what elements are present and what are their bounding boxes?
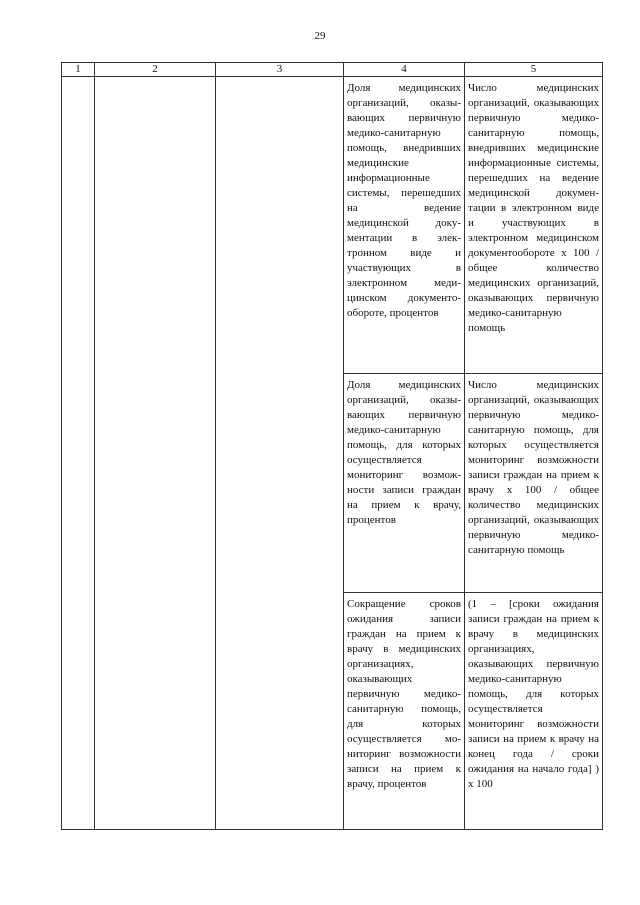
indicator-cell [344, 593, 465, 830]
column-header-4: 4 [344, 63, 465, 77]
formula-text: Число медицинских организаций, оказывающих первичную медико-санитарную помощь, для которых осуществляется мониторинг возможности записи граждан на прием к врачу x 100 / общее количество медицинских организаций, оказывающих первичную медико-санитарную помощь [468, 379, 599, 556]
indicator-text: Доля медицинских организаций, оказывающих первичную медико-санитарную помощь, внедривших медицинские информационные системы, перешедших на ведение медицинской документации в электронном виде и участвующих в электронном медицинском документообороте, процентов [347, 82, 461, 319]
table-header-row [62, 63, 603, 77]
table-row [62, 77, 603, 374]
formula-cell [465, 77, 603, 374]
indicator-text: Сокращение сроков ожидания записи граждан на прием к врачу в медицинских организациях, оказывающих первичную медико-санитарную помощь, для которых осуществляется мониторинг возможности записи на прием к врачу, процентов [347, 598, 461, 790]
column-1-cell [62, 77, 95, 830]
column-header-2: 2 [95, 63, 216, 77]
indicator-text: Доля медицинских организаций, оказывающих первичную медико-санитарную помощь, для которых осуществляется мониторинг возможности записи граждан на прием к врачу, процентов [347, 379, 461, 526]
column-2-cell [95, 77, 216, 830]
indicator-cell [344, 77, 465, 374]
indicator-cell [344, 374, 465, 593]
indicators-table [61, 62, 603, 830]
formula-cell [465, 374, 603, 593]
column-header-1: 1 [62, 63, 95, 77]
formula-text: Число медицинских организаций, оказывающих первичную медико-санитарную помощь, внедривших медицинские информационные системы, перешедших на ведение медицинской документации в электронном виде и участвующих в электронном медицинском документообороте x 100 / общее количество медицинских организаций, оказывающих первичную медико-санитарную помощь [468, 82, 599, 334]
formula-cell [465, 593, 603, 830]
column-header-3: 3 [216, 63, 344, 77]
page-number: 29 [314, 30, 326, 42]
column-header-5: 5 [465, 63, 603, 77]
formula-text: (1 – [сроки ожидания записи граждан на прием к врачу в медицинских организациях, оказывающих первичную медико-санитарную помощь, для которых осуществляется мониторинг возможности записи на прием к врачу на конец года / сроки ожидания на начало года] ) x 100 [468, 598, 599, 790]
column-3-cell [216, 77, 344, 830]
